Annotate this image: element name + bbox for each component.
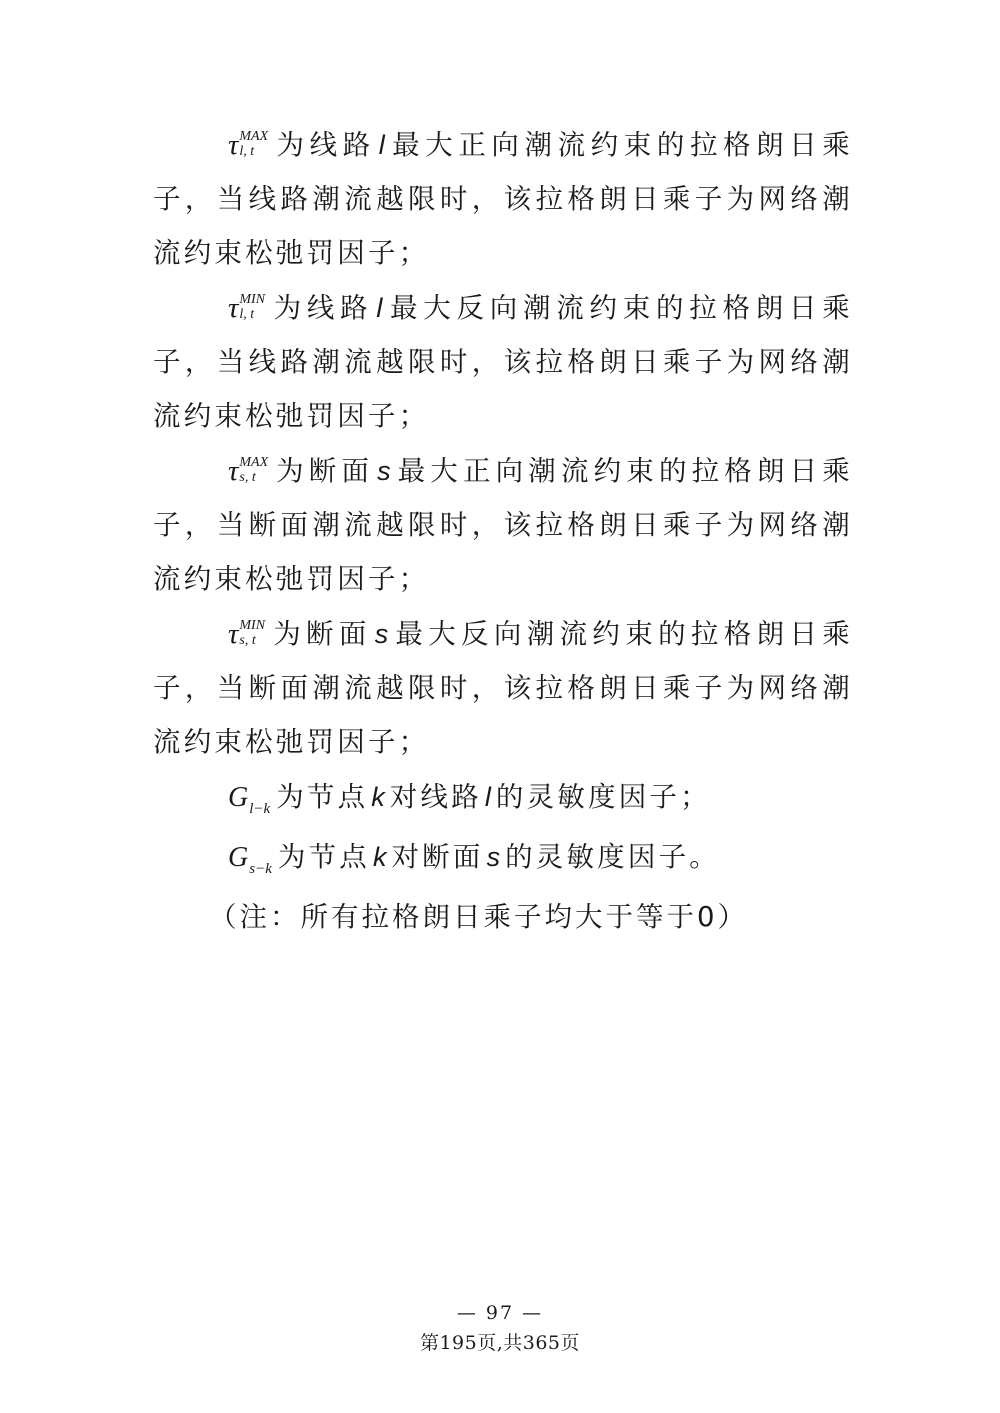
variable: s (486, 842, 503, 872)
tau-symbol: τ MIN l, t (228, 292, 266, 324)
variable: s (377, 456, 393, 486)
tau-symbol: τ MAX s, t (228, 455, 269, 487)
definition-paragraph: τ MAX l, t 为线路 l 最大正向潮流约束的拉格朗日乘子，当线路潮流越限时，该拉格朗日乘子为网络潮流约束松弛罚因子； (153, 118, 853, 280)
sensitivity-line: $G_{l-k}$ 为节点 k 对线路 l 的灵敏度因子； (153, 770, 853, 829)
g-symbol: $G_{l-k}$ (228, 782, 271, 817)
variable: k (371, 782, 387, 812)
definition-paragraph: τ MIN l, t 为线路 l 最大反向潮流约束的拉格朗日乘子，当线路潮流越限时，该拉格朗日乘子为网络潮流约束松弛罚因子； (153, 281, 853, 443)
variable: l (376, 293, 385, 323)
variable: l (484, 782, 493, 812)
tau-symbol: τ MAX l, t (228, 129, 269, 161)
variable: k (372, 842, 389, 872)
page-number: — 97 — (456, 1302, 544, 1324)
g-symbol: $G_{s-k}$ (228, 842, 272, 877)
page-count: 第195页,共365页 (419, 1332, 581, 1354)
definition-paragraph: τ MIN s, t 为断面 s 最大反向潮流约束的拉格朗日乘子，当断面潮流越限时，该拉格朗日乘子为网络潮流约束松弛罚因子； (153, 607, 853, 769)
document-body (153, 118, 853, 945)
sensitivity-line: $G_{s-k}$ 为节点 k 对断面 s 的灵敏度因子。 (153, 830, 853, 889)
variable: s (374, 619, 391, 649)
variable: l (378, 130, 387, 160)
definition-paragraph: τ MAX s, t 为断面 s 最大正向潮流约束的拉格朗日乘子，当断面潮流越限时，该拉格朗日乘子为网络潮流约束松弛罚因子； (153, 444, 853, 606)
tau-symbol: τ MIN s, t (228, 618, 266, 650)
note: （注：所有拉格朗日乘子均大于等于0） (209, 901, 748, 933)
